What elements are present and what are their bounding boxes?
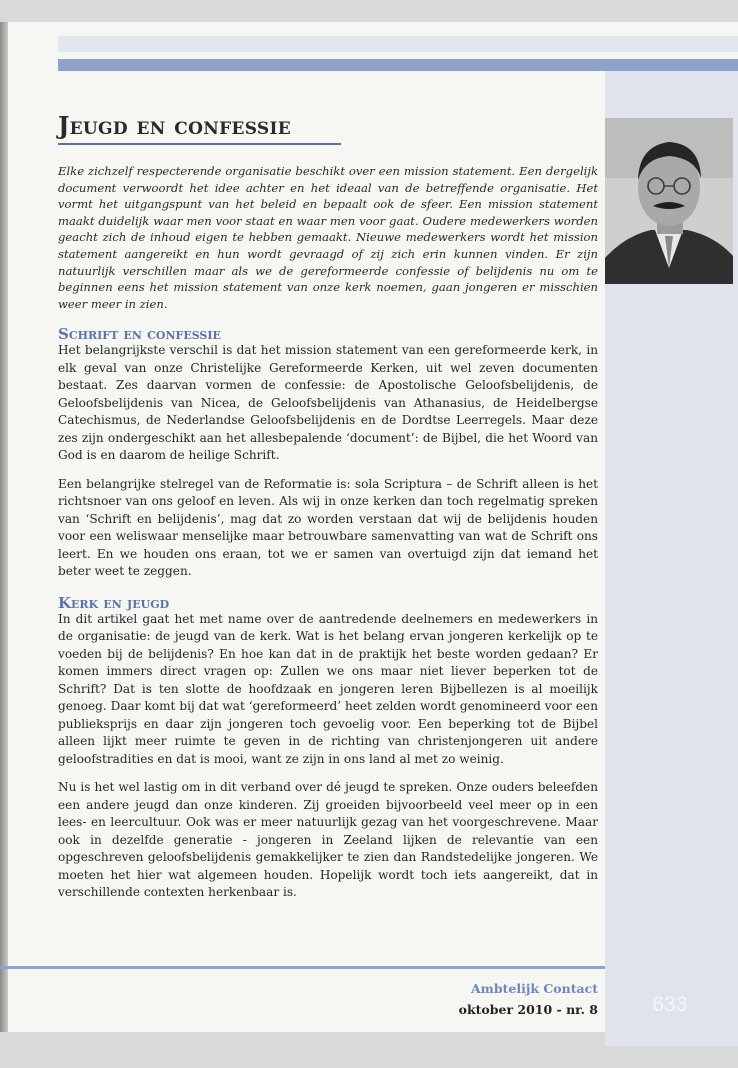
journal-name: Ambtelijk Contact bbox=[470, 981, 598, 996]
title-underline bbox=[58, 143, 341, 145]
paragraph: In dit artikel gaat het met name over de aantredende deelnemers en medewerkers in de organisatie: de jeugd van de kerk. Wat is het belang ervan jongeren kerkelijk op te voeden bij de belijdenis? En hoe kan dat in de praktijk het beste worden gedaan? Er komen immers direct vragen op: Zullen we ons maar niet liever beperken tot de Schrift? Dat is ten slotte de hoofdzaak en jongeren leren Bijbellezen is al moeilijk genoeg. Daar komt bij dat wat ‘gereformeerd’ heet zelden wordt genomineerd voor een publieksprijs en daar zijn jongeren toch gevoelig voor. Een beperking tot de Bijbel alleen lijkt meer ruimte te geven in de richting van christenjongeren uit andere geloofstradities en dat is mooi, want ze zijn in ons land al met zo weinig. bbox=[58, 611, 598, 766]
footer-rule bbox=[0, 966, 605, 969]
section-heading-schrift-en-confessie: Schrift en confessie bbox=[58, 325, 221, 344]
binding-spine bbox=[0, 22, 8, 1032]
paragraph: Nu is het wel lastig om in dit verband over dé jeugd te spreken. Onze ouders beleefden een andere jeugd dan onze kinderen. Zij groeiden bijvoorbeeld veel meer op in een lees- en leercultuur. Ook was er meer natuurlijk gezag van het voorgeschrevene. Maar ook in dezelfde generatie - jongeren in Zeeland lijken de relevantie van een opgeschreven geloofsbelijdenis gemakkelijker te zien dan Randstedelijke jongeren. We moeten het hier wat algemeen houden. Hopelijk wordt toch iets aangereikt, dat in verschillende contexten herkenbaar is. bbox=[58, 780, 598, 900]
paragraph: Het belangrijkste verschil is dat het mission statement van een gereformeerde kerk, in elk geval van onze Christelijke Gereformeerde Kerken, uit wel zeven documenten bestaat. Zes daarvan vormen de confessie: de Apostolische Geloofsbelijdenis, de Geloofsbelijdenis van Nicea, de Geloofsbelijdenis van Athanasius, de Heidelbergse Catechismus, de Nederlandse Geloofsbelijdenis en de Dordtse Leerregels. Maar deze zes zijn ondergeschikt aan het allesbepalende ‘document’: de Bijbel, die het Woord van God is en daarom de heilige Schrift. bbox=[58, 343, 598, 463]
header-rule bbox=[58, 59, 738, 71]
issue-label: oktober 2010 - nr. 8 bbox=[458, 1002, 598, 1017]
header-band bbox=[58, 36, 738, 52]
author-photo bbox=[605, 118, 733, 284]
article-intro: Elke zichzelf respecterende organisatie beschikt over een mission statement. Een dergelijk document verwoordt het idee achter en het ideaal van de betreffende organisatie. Het vormt het uitgangspunt van het beleid en bepaalt ook de sfeer. Een mission statement maakt duidelijk waar men voor staat en waar men voor gaat. Oudere medewerkers worden geacht zich de inhoud eigen te hebben gemaakt. Nieuwe medewerkers wordt het mission statement aangereikt en hun wordt gevraagd of zij zich erin kunnen vinden. Er zijn natuurlijk verschillen maar als we de gereformeerde confessie of belijdenis nu om te beginnen eens het mission statement van onze kerk noemen, gaan jongeren er misschien weer meer in zien. bbox=[58, 164, 598, 311]
article bbox=[58, 112, 598, 902]
article-title: Jeugd en confessie bbox=[58, 111, 292, 140]
portrait-image bbox=[605, 118, 733, 284]
paragraph: Een belangrijke stelregel van de Reformatie is: sola Scriptura – de Schrift alleen is het richtsnoer van ons geloof en leven. Als wij in onze kerken dan toch regelmatig spreken van ‘Schrift en belijdenis’, mag dat zo worden verstaan dat wij de belijdenis houden voor een weliswaar menselijke maar betrouwbare samenvatting van wat de Schrift ons leert. En we houden ons eraan, tot we er samen van overtuigd zijn dat iemand het beter weet te zeggen. bbox=[58, 476, 598, 579]
section-heading-kerk-en-jeugd: Kerk en jeugd bbox=[58, 593, 170, 612]
page-number: 633 bbox=[652, 993, 688, 1016]
